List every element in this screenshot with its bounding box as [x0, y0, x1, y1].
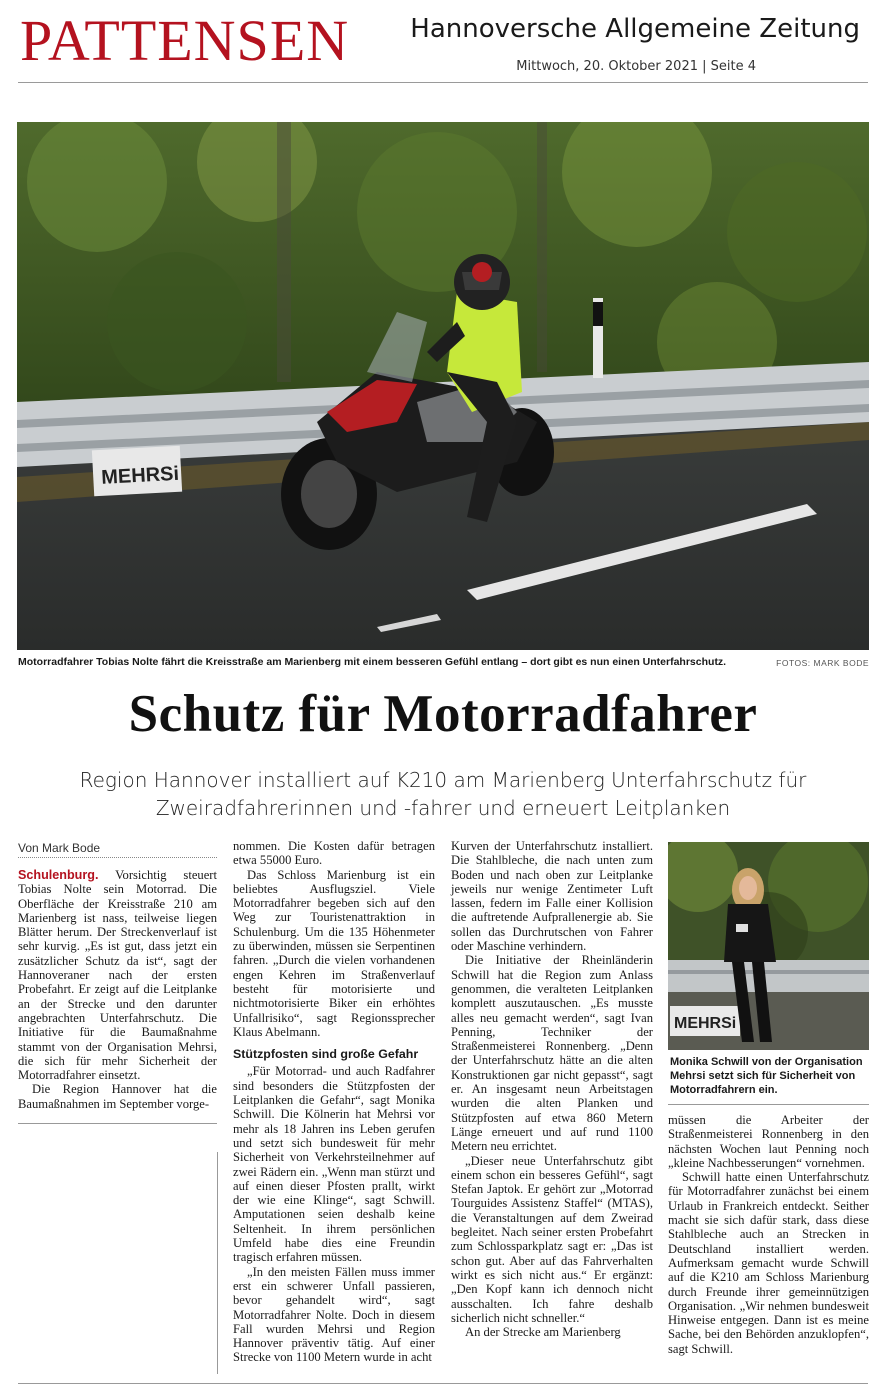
mehrsi-sign-text: MEHRSi: [100, 462, 180, 489]
paragraph: müssen die Arbeiter der Straßenmeisterei Ronnenberg in den nächsten Wochen laut Penning noch „kleine Nachbesserungen“ vornehmen.: [668, 1113, 869, 1170]
column-4: [668, 1113, 869, 1356]
column-3: [451, 839, 653, 1339]
masthead: PATTENSEN: [20, 8, 350, 73]
paragraph: „Dieser neue Unterfahrschutz gibt einem schon ein besseres Gefühl“, sagt Stefan Japtok. Er gehört zur „Motorrad Tourguides Assistenz Staffel“ (MTAS), die Veranstaltungen auf dem Zweirad begleitet. Nach seiner ersten Probefahrt zum Schlossparkplatz sagt er: „Das ist schon gut. Aber auf das Fahrverhalten wirkt es sich nicht aus.“ Er ergänzt: „Den Kopf kann ich dennoch nicht ausschalten. Ich fahre deshalb sicherlich nicht schneller.“: [451, 1153, 653, 1325]
dateline: Mittwoch, 20. Oktober 2021 | Seite 4: [516, 59, 756, 74]
mehrsi-sign-text: MEHRSi: [674, 1015, 737, 1032]
paragraph: „In den meisten Fällen muss immer erst ein schwerer Unfall passieren, bevor gehandelt wird“, sagt Motorradfahrer Nolte. Doch in diesem Fall wurden Mehrsi und Region Hannover präventiv tätig. Auf einer Strecke von 1100 Metern wurde in acht: [233, 1264, 435, 1365]
subheadline: Region Hannover installiert auf K210 am Marienberg Unterfahrschutz für Zweiradfahrerinnen und -fahrer und erneuert Leitplanken: [79, 768, 807, 820]
side-photo: [668, 842, 869, 1050]
paragraph: nommen. Die Kosten dafür betragen etwa 55000 Euro.: [233, 839, 435, 868]
photo-caption: Motorradfahrer Tobias Nolte fährt die Kreisstraße am Marienberg mit einem besseren Gefühl entlang – dort gibt es nun einen Unterfahrschutz.: [18, 656, 727, 668]
paragraph: Die Initiative der Rheinländerin Schwill hat die Region zum Anlass genommen, die veralteten Leitplanken komplett auszutauschen. „Es musste alles neu gemacht werden“, sagt Ivan Penning, Techniker der Straßenmeisterei Ronnenberg. „Denn der Unterfahrschutz hätte an die alten Konstruktionen gar nicht gepasst“, sagt er. An insgesamt neun Arbeitstagen wurden die alten Planken und Stützpfosten auf etwa 860 Metern Länge erneuert und auf rund 1100 Metern neu errichtet.: [451, 953, 653, 1154]
header-rule: [18, 82, 868, 83]
column-divider: [217, 1152, 218, 1374]
paragraph: Schwill hatte einen Unterfahrschutz für Motorradfahrer zunächst bei einem Urlaub in Frankreich entdeckt. Seither macht sie sich dafür stark, dass diese Stahlbleche auch an Strecken in Deutschland installiert werden. Aufmerksam gemacht wurde Schwill auf die K210 am Schloss Marienburg durch Freunde ihrer gemeinnützigen Organisation. „Wir nehmen bundesweit Hinweise entgegen. Dann ist es meine Sache, bei den Behörden anzuklopfen“, sagt Schwill.: [668, 1170, 869, 1356]
paragraph: [18, 868, 217, 1082]
woman-portrait-illustration: [668, 842, 869, 1050]
byline-rule: [18, 857, 217, 858]
paragraph: Kurven der Unterfahrschutz installiert. Die Stahlbleche, die nach unten zum Boden und nach oben zur Leitplanke jeweils nur wenige Zentimeter Luft lassen, federn im Falle einer Kollision die auftretende Aufprallenergie ab. Sie sollen das Durchrutschen von Fahrer oder Maschine verhindern.: [451, 839, 653, 954]
newspaper-name: Hannoversche Allgemeine Zeitung: [410, 14, 860, 44]
section-subheading: Stützpfosten sind große Gefahr: [233, 1047, 419, 1062]
column-2: [233, 839, 435, 1365]
paragraph: „Für Motorrad- und auch Radfahrer sind besonders die Stützpfosten der Leitplanken die Gefahr“, sagt Monika Schwill. Die Kölnerin hat Mehrsi vor mehr als 18 Jahren ins Leben gerufen und setzt sich bundesweit für mehr Sicherheit von Verkehrsteilnehmer auf zwei Rädern ein. „Wenn man stürzt und auf einen dieser Pfosten prallt, wirkt der wie eine Klinge“, sagt Schwill. Amputationen seien deshalb keine Seltenheit. In ihrem persönlichen Umfeld habe dies eine Freundin tragisch erfahren müssen.: [233, 1064, 435, 1265]
paragraph: An der Strecke am Marienberg: [465, 1325, 621, 1340]
bottom-rule: [18, 1383, 868, 1384]
side-rule: [668, 1104, 869, 1105]
side-photo-caption: Monika Schwill von der Organisation Mehrsi setzt sich für Sicherheit von Motorradfahrern ein.: [670, 1056, 863, 1096]
column-rule: [18, 1123, 217, 1124]
headline: Schutz für Motorradfahrer: [128, 685, 758, 743]
column-1: [18, 868, 217, 1111]
photo-credit: FOTOS: MARK BODE: [776, 658, 869, 668]
motorcycle-photo-illustration: [17, 122, 869, 650]
paragraph-text: Vorsichtig steuert Tobias Nolte sein Motorrad. Die Oberfläche der Kreisstraße 210 am Marienberg ist nass, teilweise liegen Blätter herum. Der Streckenverlauf ist sehr kurvig. „Es ist gut, dass jetzt ein zusätzlicher Schutz da ist“, sagt der Hannoveraner nach der ersten Probefahrt. Er zeigt auf die Leitplanke an der Strecke und den darunter angebrachten Unterfahrschutz. Die Initiative für die Baumaßnahme stammt von der Organisation Mehrsi, die sich für mehr Sicherheit der Motorradfahrer einsetzt.: [18, 868, 217, 1083]
paragraph: Die Region Hannover hat die Baumaßnahmen im September vorge-: [18, 1082, 217, 1111]
byline: Von Mark Bode: [18, 841, 101, 855]
placeline: Schulenburg.: [18, 868, 99, 882]
paragraph: Das Schloss Marienburg ist ein beliebtes Ausflugsziel. Viele Motorradfahrer begeben sich auf den Weg zur Touristenattraktion in Schulenburg. Um die 135 Höhenmeter zu überwinden, müssen sie Serpentinen fahren. „Durch die vielen vorhandenen engen Kehren im Straßenverlauf besteht für motorisierte und nichtmotorisierte Biker ein erhöhtes Unfallrisiko“, sagt Regionssprecher Klaus Abelmann.: [233, 867, 435, 1039]
main-photo: [17, 122, 869, 650]
